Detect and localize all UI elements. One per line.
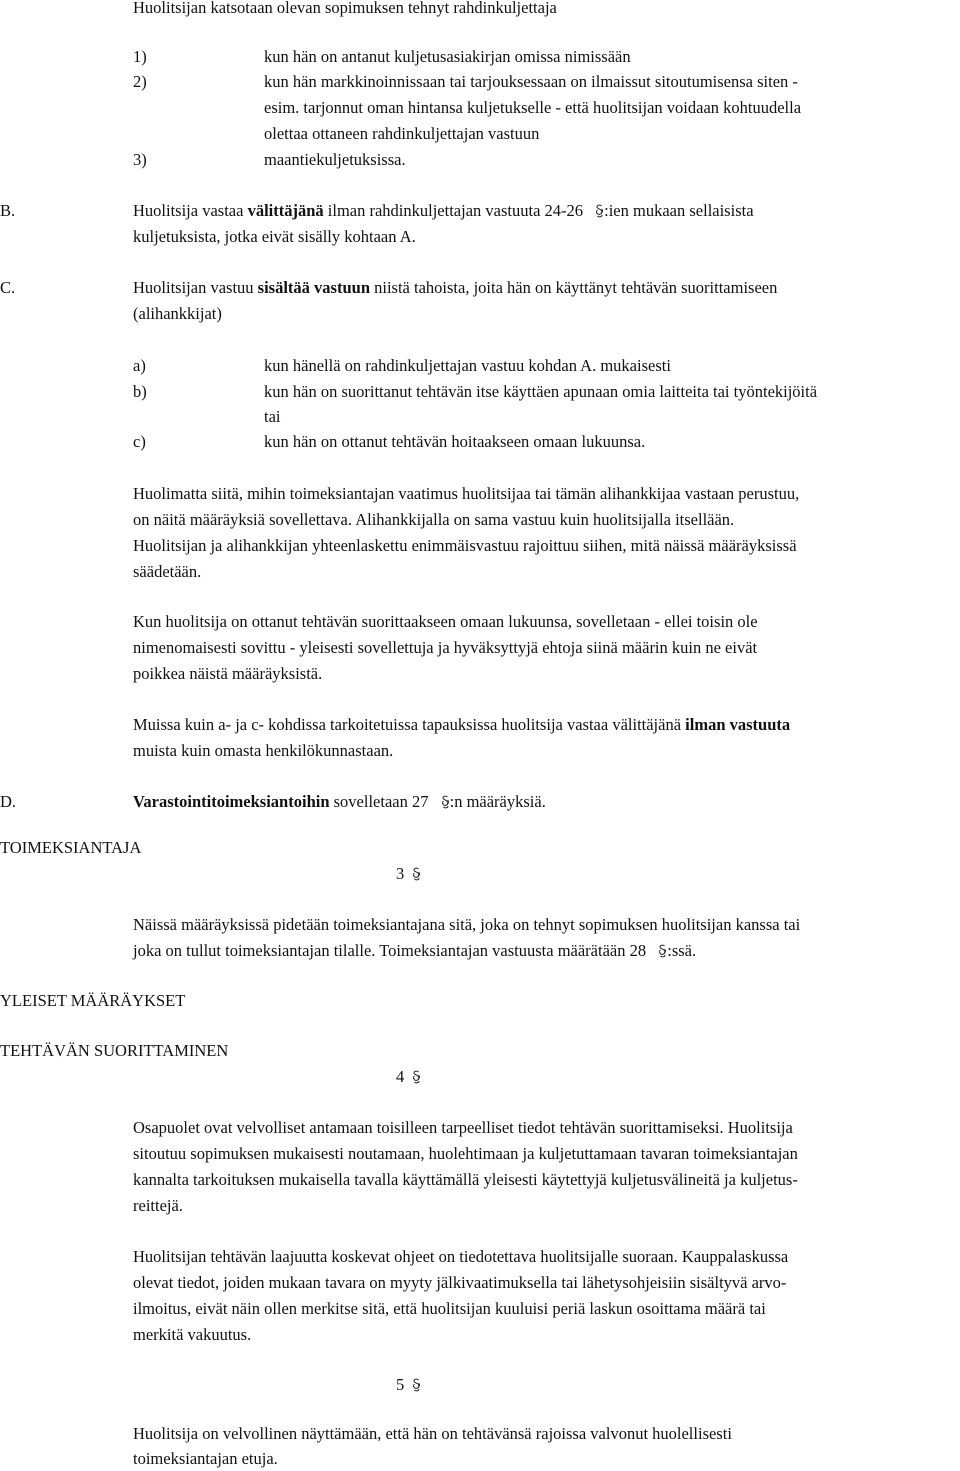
section-d-line (133, 790, 546, 814)
heading-tehtavan-suorittaminen: TEHTÄVÄN SUORITTAMINEN (0, 1041, 229, 1060)
para1-line1: Huolimatta siitä, mihin toimeksiantajan vaatimus huolitsijaa tai tämän alihankkijaa vastaan perustuu, (133, 484, 800, 503)
section-d-post1: sovelletaan 27 (329, 792, 433, 811)
para2-line2: nimenomaisesti sovittu - yleisesti sovellettuja ja hyväksyttyjä ehtoja siinä määrin kuin ne eivät (133, 638, 758, 657)
section-4-p1-line3: kannalta tarkoituksen mukaisella tavalla käyttämällä yleisesti käytettyjä kuljetusvälineitä ja kuljetus- (133, 1170, 798, 1189)
section-b-line2: kuljetuksista, jotka eivät sisälly kohtaan A. (133, 227, 416, 246)
section-b-letter: B. (0, 201, 16, 220)
section-4-p1-line2: sitoutuu sopimuksen mukaisesti noutamaan, huolehtimaan ja kuljetuttamaan tavaran toimeksiantajan (133, 1144, 798, 1163)
section-3-line2-a: joka on tullut toimeksiantajan tilalle. Toimeksiantajan vastuusta määrätään 28 (133, 941, 651, 960)
section-c-pre: Huolitsijan vastuu (133, 278, 258, 297)
section-sign-icon (595, 204, 604, 218)
section-3-line2 (133, 939, 696, 963)
para3-bold: ilman vastuuta (685, 715, 791, 734)
section-b-pre: Huolitsija vastaa (133, 201, 248, 220)
section-c-letter: C. (0, 278, 16, 297)
section-5-line1: Huolitsija on velvollinen näyttämään, että hän on tehtävänsä rajoissa valvonut huolellisesti (133, 1424, 732, 1443)
section-sign-icon (412, 1070, 421, 1084)
section-5-line2: toimeksiantajan etuja. (133, 1449, 278, 1468)
section-4-num-text: 4 (396, 1067, 405, 1086)
section-c-bold: sisältää vastuun (257, 278, 370, 297)
list2-item-b: kun hän on suorittanut tehtävän itse käyttäen apunaan omia laitteita tai työntekijöitä (264, 382, 818, 401)
heading-yleiset-maaraykset: YLEISET MÄÄRÄYKSET (0, 991, 186, 1010)
intro-text: Huolitsijan katsotaan olevan sopimuksen tehnyt rahdinkuljettaja (133, 0, 557, 17)
para1-line2: on näitä määräyksiä sovellettava. Alihankkijalla on sama vastuu kuin huolitsijalla itsellään. (133, 510, 735, 529)
list2-num-c: c) (133, 432, 146, 451)
para1-line3: Huolitsijan ja alihankkijan yhteenlaskettu enimmäisvastuu rajoittuu siihen, mitä näissä määräyksissä (133, 536, 797, 555)
section-sign-icon (441, 795, 450, 809)
list1-item-1: kun hän on antanut kuljetusasiakirjan omissa nimissään (264, 47, 631, 66)
section-c-line2: (alihankkijat) (133, 304, 222, 323)
section-4-p2-line3: ilmoitus, eivät näin ollen merkitse sitä, että huolitsijan kuuluisi periä laskun osoittama määrä tai (133, 1299, 766, 1318)
section-3-line1: Näissä määräyksissä pidetään toimeksiantajana sitä, joka on tehnyt sopimuksen huolitsijan kanssa tai (133, 915, 801, 934)
list2-item-a: kun hänellä on rahdinkuljettajan vastuu kohdan A. mukaisesti (264, 356, 671, 375)
para2-line1: Kun huolitsija on ottanut tehtävän suorittaakseen omaan lukuunsa, sovelletaan - ellei toisin ole (133, 612, 758, 631)
list1-num-2: 2) (133, 72, 147, 91)
section-b-bold: välittäjänä (247, 201, 324, 220)
list1-num-1: 1) (133, 47, 147, 66)
list2-num-b: b) (133, 382, 147, 401)
section-sign-icon (412, 1378, 421, 1392)
section-c-post: niistä tahoista, joita hän on käyttänyt tehtävän suorittamiseen (370, 278, 778, 297)
heading-toimeksiantaja: TOIMEKSIANTAJA (0, 838, 142, 857)
section-5-num-text: 5 (396, 1375, 405, 1394)
section-c-line1 (133, 276, 777, 300)
para1-full (0, 0, 1, 1)
section-4-number (396, 1065, 421, 1089)
section-3-number (396, 862, 421, 886)
list2-item-c: kun hän on ottanut tehtävän hoitaakseen omaan lukuunsa. (264, 432, 646, 451)
list1-item-3: maantiekuljetuksissa. (264, 150, 406, 169)
section-4-p2-line2: olevat tiedot, joiden mukaan tavara on myyty jälkivaatimuksella tai lähetysohjeisiin sisältyvä arvo- (133, 1273, 787, 1292)
section-d-post2: :n määräyksiä. (449, 792, 546, 811)
para3-pre: Muissa kuin a- ja c- kohdissa tarkoitetuissa tapauksissa huolitsija vastaa välittäjänä (133, 715, 686, 734)
section-5-number (396, 1373, 421, 1397)
list1-item-2-cont-a: esim. tarjonnut oman hintansa kuljetukselle - että huolitsijan voidaan kohtuudella (264, 98, 802, 117)
section-d-bold: Varastointitoimeksiantoihin (133, 792, 330, 811)
section-sign-icon (658, 944, 667, 958)
section-b-post2: :ien mukaan sellaisista (604, 201, 754, 220)
section-3-num-text: 3 (396, 864, 405, 883)
section-4-p2-line4: merkitä vakuutus. (133, 1325, 252, 1344)
list1-item-2: kun hän markkinoinnissaan tai tarjouksessaan on ilmaissut sitoutumisensa siten - (264, 72, 798, 91)
section-b-post1: ilman rahdinkuljettajan vastuuta 24-26 (323, 201, 588, 220)
section-4-p2-line1: Huolitsijan tehtävän laajuutta koskevat ohjeet on tiedotettava huolitsijalle suoraan. Kauppalaskussa (133, 1247, 789, 1266)
section-3-line2-b: :ssä. (667, 941, 697, 960)
list1-item-2-cont-b: olettaa ottaneen rahdinkuljettajan vastuun (264, 124, 540, 143)
para2-line3: poikkea näistä määräyksistä. (133, 664, 323, 683)
para1-line4: säädetään. (133, 562, 202, 581)
para3-line1 (133, 713, 790, 737)
list2-item-b-cont: tai (264, 407, 281, 426)
list2-num-a: a) (133, 356, 146, 375)
section-4-p1-line4: reittejä. (133, 1196, 183, 1215)
section-b-line1 (133, 199, 754, 223)
para3-line2: muista kuin omasta henkilökunnastaan. (133, 741, 394, 760)
list1-num-3: 3) (133, 150, 147, 169)
section-d-letter: D. (0, 792, 17, 811)
section-sign-icon (412, 867, 421, 881)
section-4-p1-line1: Osapuolet ovat velvolliset antamaan toisilleen tarpeelliset tiedot tehtävän suorittamiseksi. Huolitsija (133, 1118, 793, 1137)
